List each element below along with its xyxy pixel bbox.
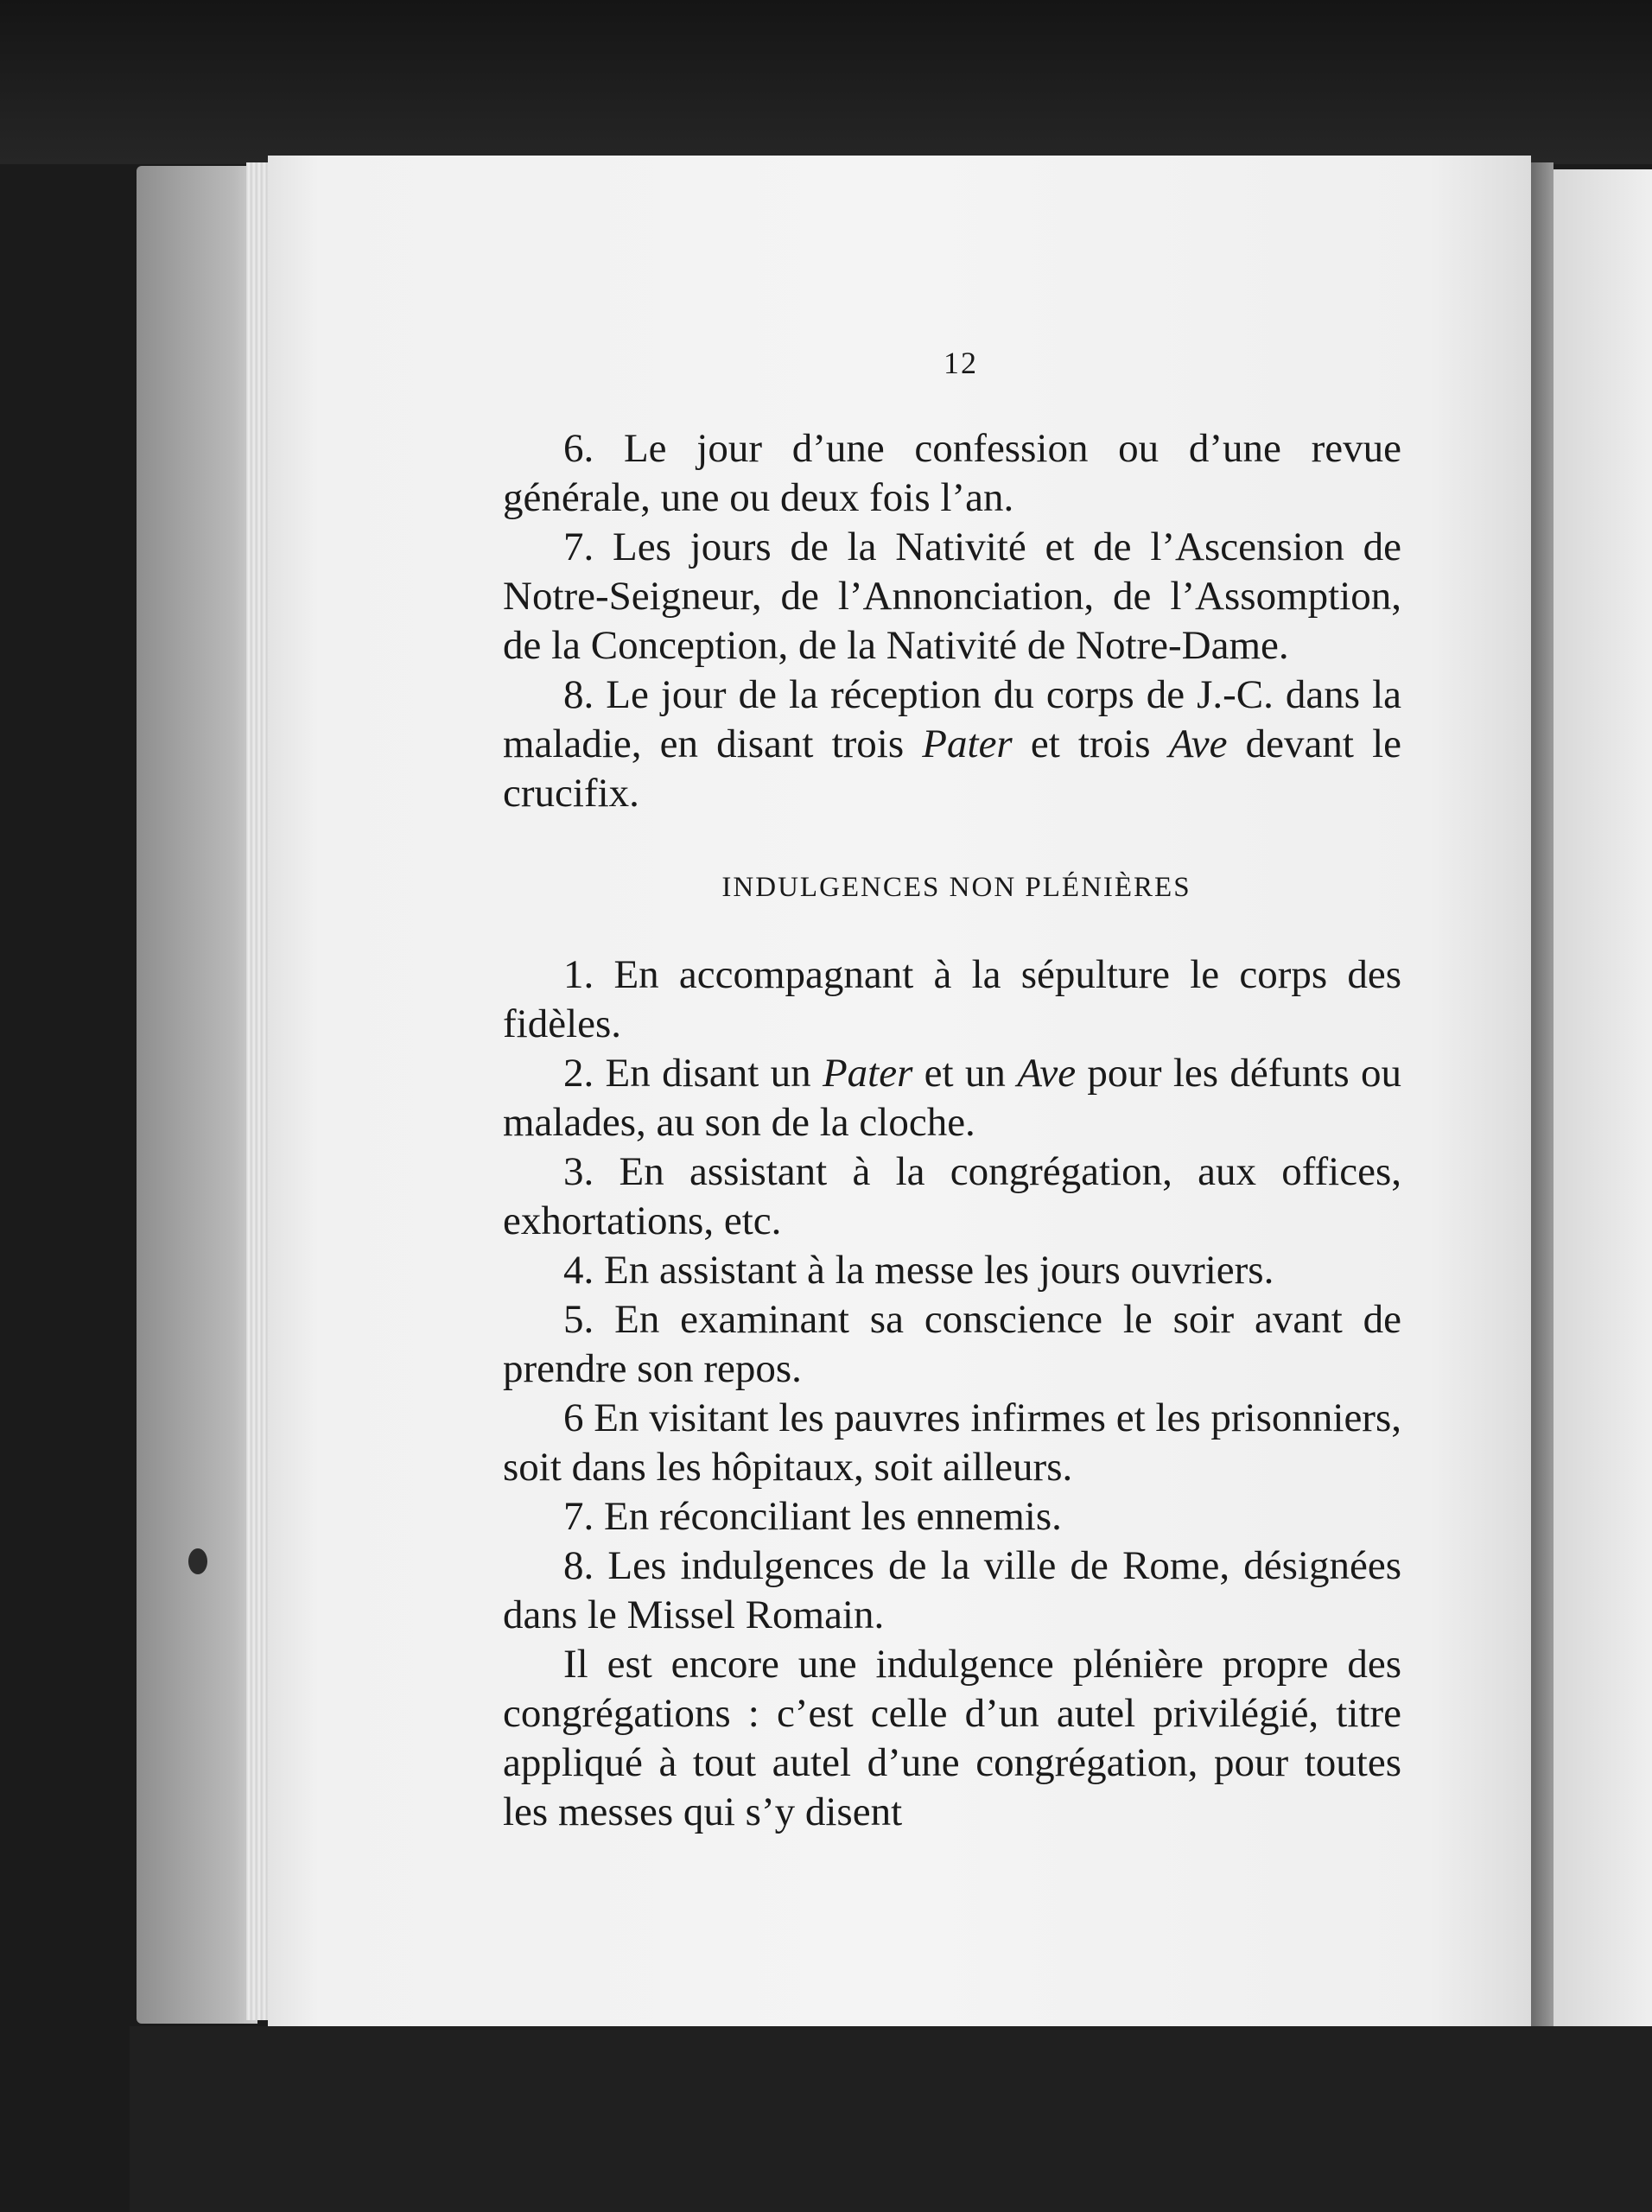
item-text: En visitant les pauvres infirmes et les prisonniers, soit dans les hôpitaux, soit ailleurs. — [503, 1395, 1401, 1490]
item-text: En assistant à la messe les jours ouvriers. — [594, 1248, 1274, 1293]
non-plenary-list — [503, 950, 1401, 1640]
italic-term: Ave — [1017, 1051, 1077, 1096]
book-cover-edge — [137, 166, 257, 2024]
item-number: 2. — [563, 1051, 594, 1096]
item-text: Le jour d’une confession ou d’une revue générale, une ou deux fois l’an. — [503, 426, 1401, 520]
list-item — [503, 523, 1401, 671]
item-text: En disant un — [594, 1051, 823, 1096]
photo-background — [0, 0, 1652, 164]
item-number: 6 — [563, 1395, 584, 1440]
item-text: et un — [912, 1051, 1018, 1096]
plenary-list — [503, 424, 1401, 818]
item-number: 8. — [563, 672, 594, 717]
facing-page-edge — [1554, 169, 1652, 2027]
item-number: 7. — [563, 524, 594, 569]
item-text: En réconciliant les ennemis. — [594, 1494, 1062, 1539]
list-item — [503, 1246, 1401, 1295]
item-text: pour les défunts ou malades, au son de la cloche. — [503, 1051, 1402, 1145]
list-item — [503, 671, 1401, 818]
list-item — [503, 1541, 1401, 1640]
photo-background-bottom — [130, 2026, 1652, 2212]
italic-term: Pater — [922, 721, 1013, 766]
list-item — [503, 1049, 1401, 1147]
closing-paragraph: Il est encore une indulgence plénière propre des congrégations : c’est celle d’un autel privilégié, titre appliqué à tout autel d’une congrégation, pour toutes les messes qui s’y disent — [503, 1642, 1401, 1834]
section-title: INDULGENCES NON PLÉNIÈRES — [721, 872, 1191, 903]
item-number: 4. — [563, 1248, 594, 1293]
item-text: En accompagnant à la sépulture le corps des fidèles. — [503, 952, 1401, 1046]
ink-blemish — [188, 1548, 207, 1574]
list-item — [503, 1394, 1401, 1492]
item-text: Le jour de la réception du corps de J.-C. dans la maladie, en disant trois — [503, 672, 1401, 766]
italic-term: Ave — [1168, 721, 1228, 766]
item-number: 8. — [563, 1543, 594, 1588]
list-item — [503, 950, 1401, 1049]
item-number: 7. — [563, 1494, 594, 1539]
page-number: 12 — [944, 346, 978, 380]
item-text: Les indulgences de la ville de Rome, désignées dans le Missel Romain. — [503, 1543, 1401, 1637]
item-number: 6. — [563, 426, 594, 471]
list-item — [503, 1295, 1401, 1394]
item-number: 5. — [563, 1297, 594, 1342]
list-item — [503, 1147, 1401, 1246]
item-number: 3. — [563, 1149, 594, 1194]
item-text: Les jours de la Nativité et de l’Ascension de Notre-Seigneur, de l’Annonciation, de l’Assomption, de la Conception, de la Nativité de Notre-Dame. — [503, 524, 1401, 668]
italic-term: Pater — [822, 1051, 913, 1096]
list-item — [503, 1492, 1401, 1541]
item-text: et trois — [1012, 721, 1169, 766]
item-text: devant le crucifix. — [503, 721, 1401, 816]
page-text — [503, 339, 1401, 1837]
item-text: En examinant sa conscience le soir avant de prendre son repos. — [503, 1297, 1401, 1391]
item-text: En assistant à la congrégation, aux offices, exhortations, etc. — [503, 1149, 1401, 1243]
item-number: 1. — [563, 952, 594, 997]
book-gutter — [1531, 162, 1554, 2029]
list-item — [503, 424, 1401, 523]
